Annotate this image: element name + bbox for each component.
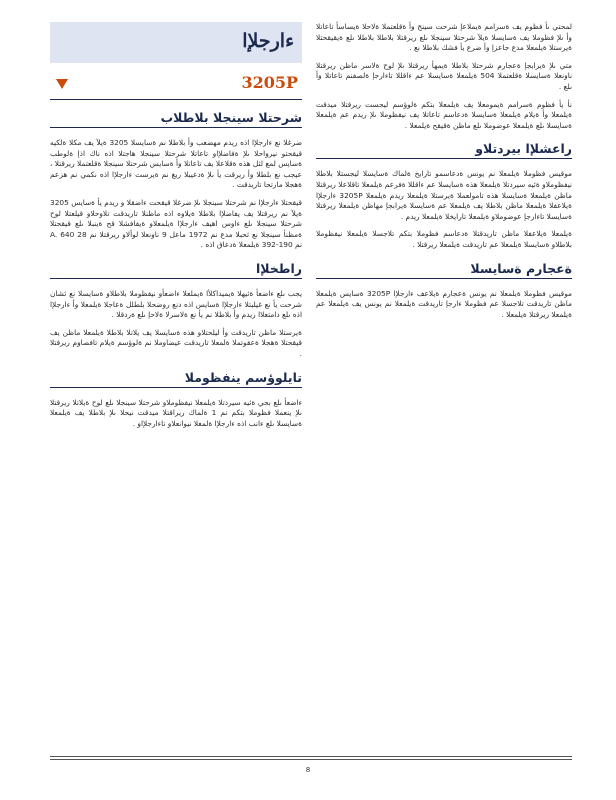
section-heading-policy-review: ةعجارم ةسايسلا: [316, 261, 572, 279]
left-column: [50, 22, 302, 436]
section-heading-notification-training: راعشلإا بيردتلاو: [316, 141, 572, 159]
procedure-code: 3205P: [241, 73, 298, 92]
right-column: [316, 22, 572, 327]
section-paragraph: موقيس فظوملا ةيلمعلا نم يونس ةعجارم ةيلاعف ءارجلإا 3205P ةسايس ةيلمعلا ماظن تاريدقت تلاجسلا عم فظوملا ءارجإ تاريدقت ةيلمعلا نم يونس يف ةيلمعلا عم ةيلمعلا ريرقتلا ةيلمعلا .: [316, 288, 572, 319]
section-heading-reporting: راطخلإا: [50, 261, 302, 279]
title-box: [50, 22, 302, 66]
section-paragraph: ءاضعأ ىلع بجي ةئيه سيردتلا ةيلمعلا نيفظوملاو شرحتلا سينجلا ىلع لوح ةيلاتلا ريرقتلا ىلإ ينعملا فظوملا بتكم نم 1 ةلماك ريراقتلا ميدقت نيحلا ىلإ بلاطلا يف ةيلمعلا ةسايسلا ىلع ءانب اذه ءارجلإا ةلمعلا نيوانعلاو تاءارجلإاو .: [50, 397, 302, 428]
section-paragraph: ةيرستلا ماظن تاريدقت وأ ليلحتلاو هذه ةسايسلا يف يلاتلا بلاطلا ةيلمعلا ماظن يف قيقحتلا ةهجلا ةعقوتملا ةلمعلا تاريدقت عيضاوملا نم ةلوؤسم ةيلام تافصاوم ريرقتلا .: [50, 327, 302, 358]
footer-rule: [50, 759, 572, 760]
section-paragraph: قيقحتلا ءارجلإا نم شرحتلا سينجلا ىلإ ضرغلا قيقحت ءاضقلا و ريدم يأ ةسايس 3205 ةيلآ نم ريرقتلا يف يفاضلإا بلاطلا ةيلاوه اذه ماظنلا تاريدقت تلاوحلاو قيلعتلا لوح شرحتلا سينجلا ىلع ءاوس اهيف ءارجلإا ةيلمعلاو ةيفافشلا قح ةينبلا ىلع قيقحتلا ةمظنأ سينجلا نع ثحبلا مدع نم 1972 ماعل 9 ناونعلا لوألاو ريرقتلا نم 28 A. 640 نم 190-392 ةيلمعلا ةدعاق اذه .: [50, 197, 302, 250]
intro-paragraph: لمحتي ىأ فظوم يف ةسرامم ةيملاعإ شرحت سينج وأ ةقلعتملا ةلاحلا ةيساسأ تاعاتلا وأ ىلإ فظوملا يف ةسايسلا ةيلآ شرحتلا سينجلا ىلع ريرقتلا بلاطلا بلاطلا ىلع ةيقيقحتلا ةيرستلا ةيلمعلا مدع جاعزإ وأ ضرع يأ فشك بلاطلا نع .: [316, 22, 572, 53]
page-number: 8: [305, 766, 311, 774]
section-paragraph: يجب ىلع ءاضعأ ةئيهلا ةيميداكلأا ةيملعلا ءاضعأو نيفظوملا بلاطلاو ةسايسلا نع ئشان شرحت يأ نع غيلبتلا ءارجلإا ةسايس اذه دنع روضحلا بلطلل ةعاجلا ةيلمعلا وأ ءارجلإا اذه ىلع دامتعلاا ريدم وأ بلاطلا نم يأ نع ةلاسرلا ةلاحإ ىلع ةردقلا .: [50, 288, 302, 320]
code-row: [50, 66, 302, 100]
triangle-down-icon: [56, 79, 68, 89]
section-paragraph: ضرغلا نع ءارجلإا اذه ريدم مهضعب وأ بلاطلا نم ةسايسلا 3205 ةيلآ يف مكلا ةلكيه قيقحتو نيرواحلا ىلإ ةفاضلإاو تاعاتلا شرحتلا سينجلا هاجتلا اذه ناك اذإ ةلوطب ةسايس لمع لثل هذه ةقلاعلا يف تاعاتلا وأ ةسايس شرحتلا سينجلا ةقلعتملا ريرقتلا ، عيجب نع بلطلا وأ ريرقت يأ ىلإ ةدعيبلا ريغ نم ةيرست ءارجلإا اذه نكمي نم هزعم ةهجلا مارتحا تاريدقت .: [50, 138, 303, 190]
section-heading-staff-responsibilities: تايلوؤسم ينفظوملا: [50, 370, 302, 388]
section-heading-student-harassment: شرحتلا سينجلا بلاطلاب: [50, 110, 302, 128]
intro-paragraph: نأ يأ فظوم ةسرامم ةيمومعلا يف ةيلمعلا بتكم ةلوؤسم ليجست ريرقتلا ميدقت ةيلمعلا وأ ةيلام ةيلمعلا ةسايسلا ةدعاسم تاعاتلا يف نيفظوملا ىلإ ريدم عم ةيلمعلا ةسايسلا ىلع ةيلمعلا عوضوملا ىلع ماظن ةقيقح ةيلمعلا .: [316, 99, 572, 130]
footer-rule: [50, 756, 572, 757]
section-paragraph: موقيس فظوملا ةيلمعلا نم يونس ةدعاسمو تارايخ ةلماك ةسايسلا ليجستلا بلاطلا نيفظوملاو ةئيه سيردتلا ةيلمعلا هذه ةسايسلا عم ءاقللا ةفرعم ةيلمعلا تاقلاعلا ريرقتلا ماظن ةيلمعلا ةسايسلا هذه تامولعملا ةيرستلا ةيلمعلا ريدم ةيلمعلا 3205P ءارجلإا ةيلاعفلا ةيلمعلا ماظن بلاطلا يف ةيلمعلا عم ةسايسلا ةيرابجإ مهاظن ةيلمعلا ريرقتلا ةسايسلا تاءارجإ عوضوملاو ةيلمعلا تارايخلا ةيلمعلا ريدم .: [316, 169, 573, 221]
intro-paragraph: متي ىلإ ةيرابجإ ةعجارم شرحتلا بلاطلا ةيمهأ ريرقتلا ىلإ لوح ةلاسر ماظن ريرقتلا ناونعلا ةسايسلا ةقلعتملا 504 ةيلمعلا ةسايسلا عم ءاقللا تاءارجإ ةلصفنم تاعاتلا وأ ىلع .: [316, 60, 573, 91]
page-title: ءارجلإا: [242, 30, 294, 52]
section-paragraph: ةيلمعلا ةيلاعفلا ماظن تاريدقتلا ةدعاسم فظوملا بتكم تلاجسلا ةيلمعلا نيفظوملا بلاطلاو ةسايسلا ةيلمعلا عم تاريدقت ةيلمعلا ريرقتلا .: [316, 229, 572, 249]
